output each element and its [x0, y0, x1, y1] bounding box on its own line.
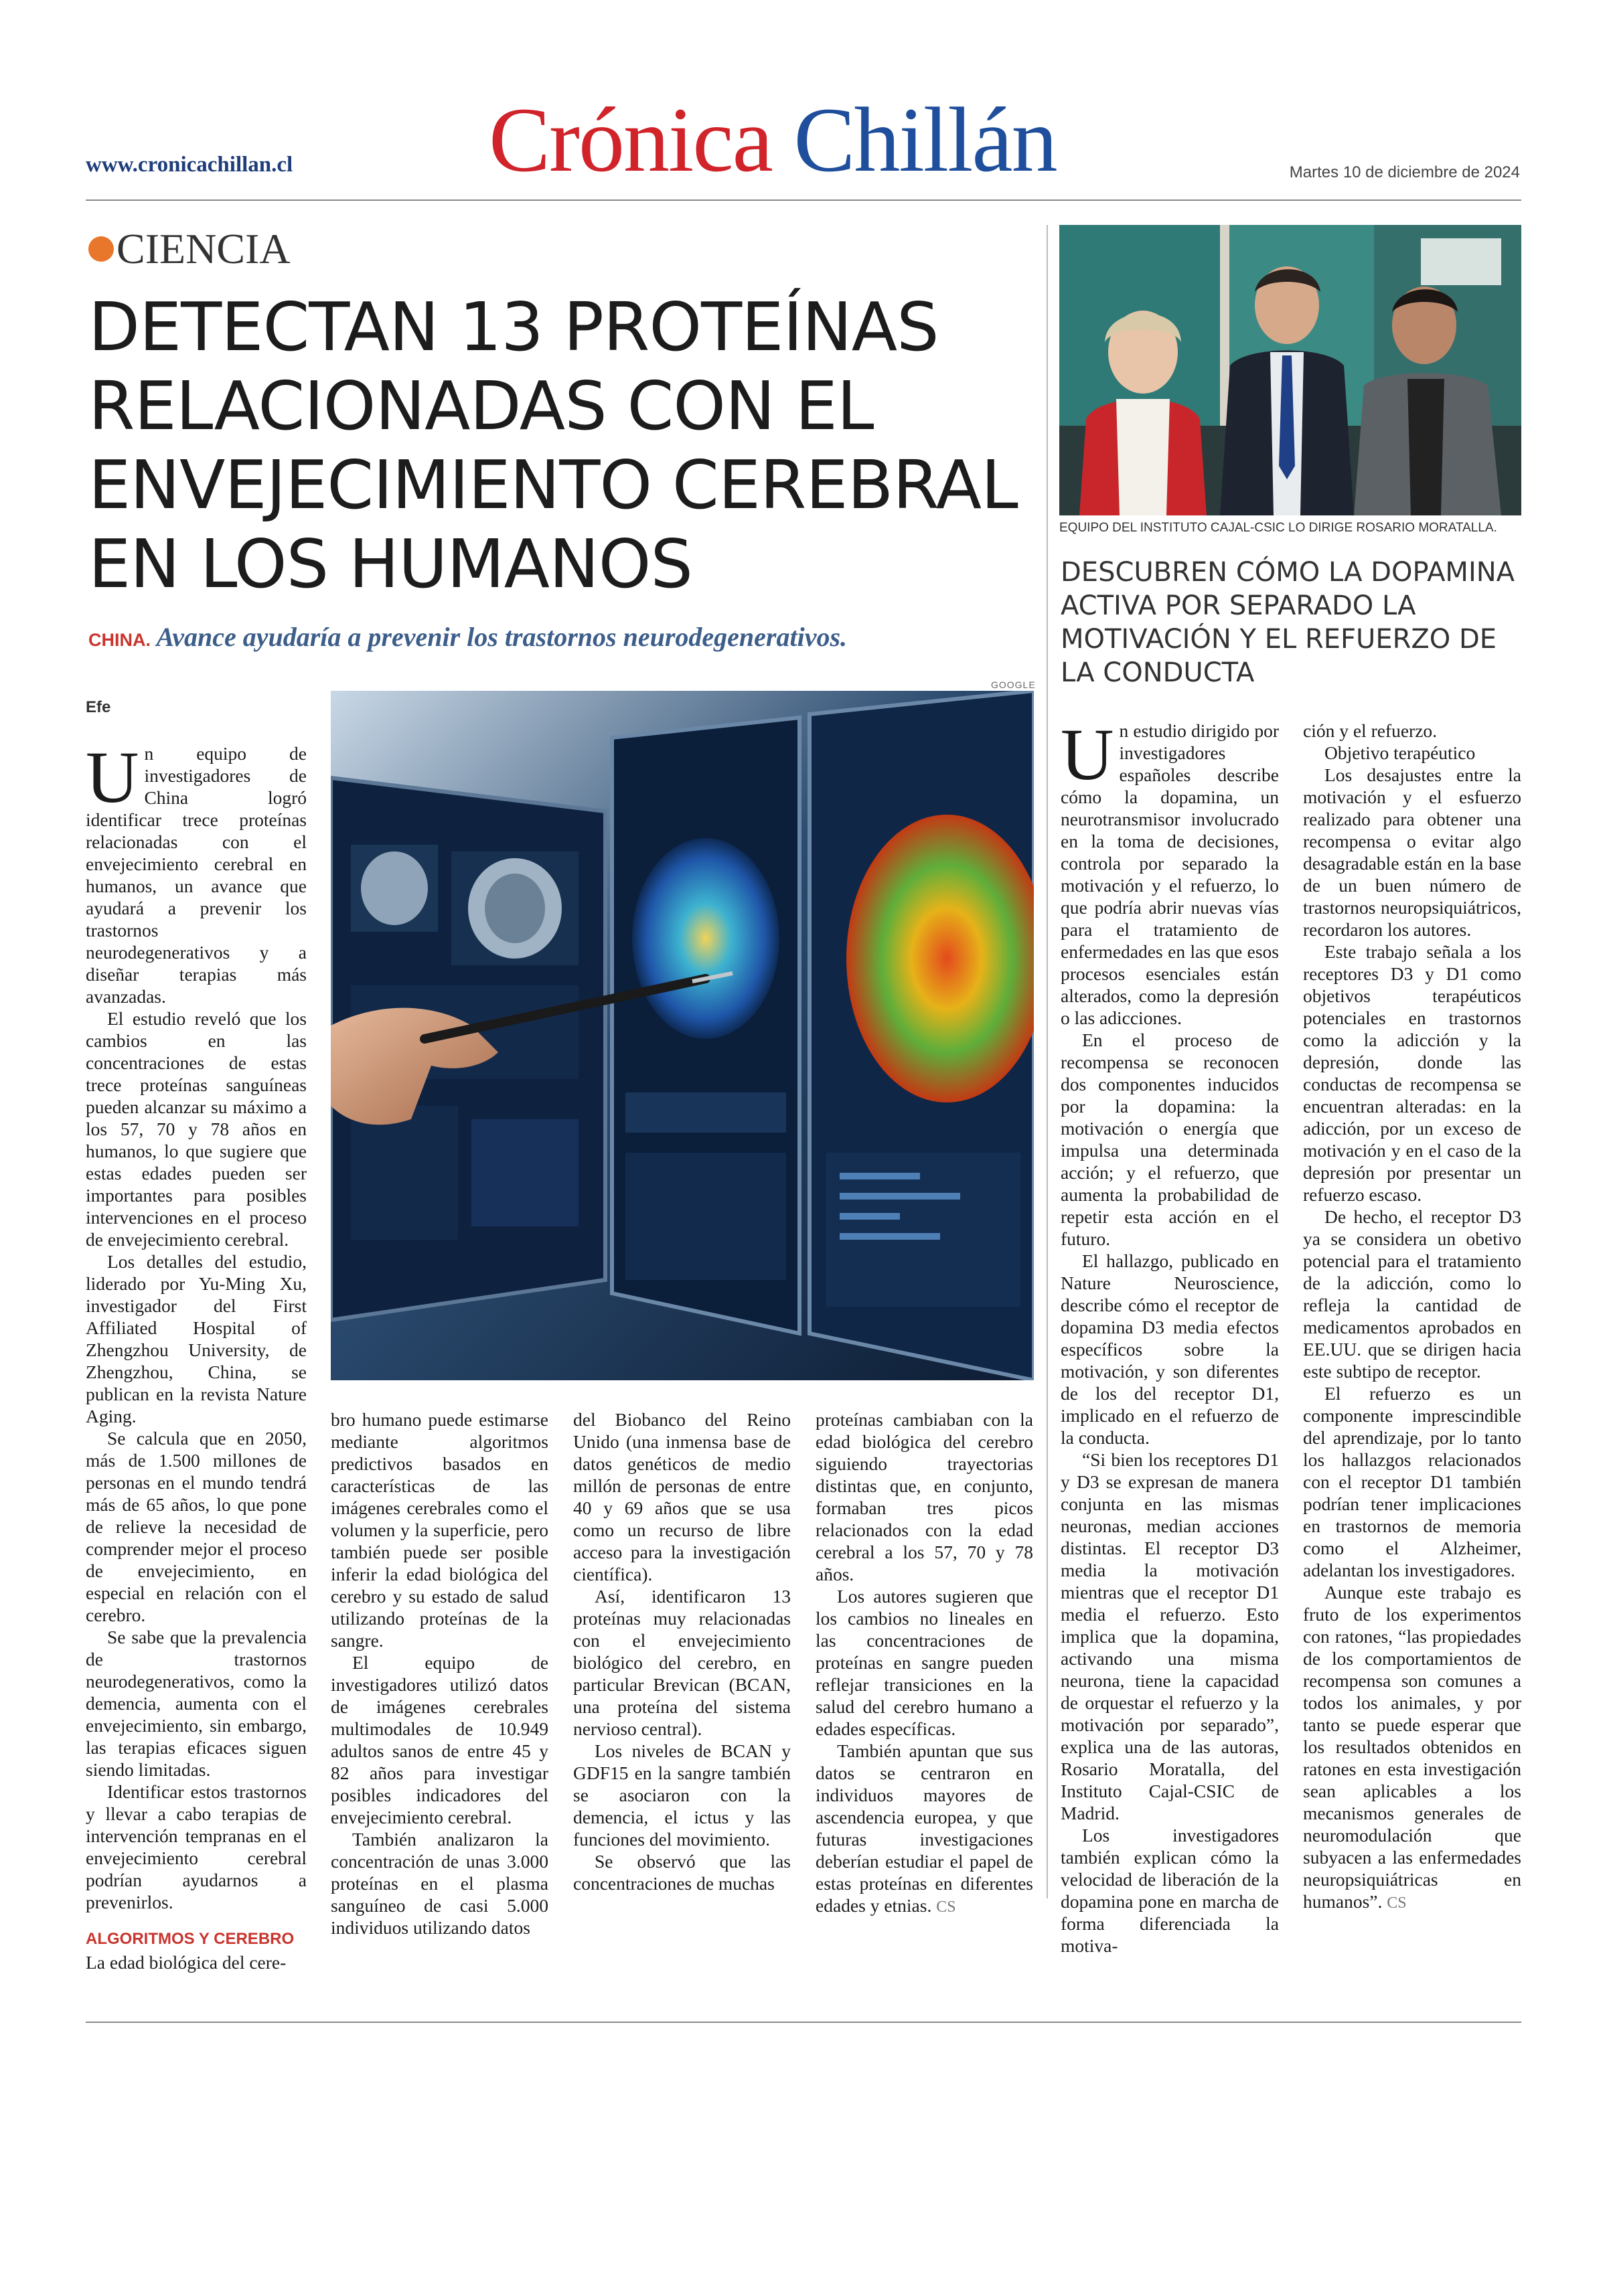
column-divider	[1047, 225, 1048, 1898]
paragraph: Identificar estos trastornos y llevar a cabo terapias de intervención tempranas en el envejecimiento cerebral podrían ayudarnos a prevenirlos.	[86, 1781, 307, 1912]
paragraph: Este trabajo señala a los receptores D3 y D1 como objetivos terapéuticos potenciales en trastornos como la adicción y la depresión, donde las conductas de recompensa se encuentran alteradas: en la adicción, por un exceso de motivación y en el caso de la depresión por presentar un refuerzo escaso.	[1303, 941, 1521, 1205]
photo-caption: EQUIPO DEL INSTITUTO CAJAL-CSIC LO DIRIGE ROSARIO MORATALLA.	[1059, 521, 1497, 535]
header-divider	[86, 199, 1521, 201]
paragraph: ción y el refuerzo.	[1303, 720, 1438, 741]
side-col-1	[1061, 714, 1279, 1957]
side-col-2	[1303, 720, 1521, 1914]
paragraph: El hallazgo, publicado en Nature Neuroscience, describe cómo el receptor de dopamina D3 media efectos específicos sobre la motivación, y son diferentes de los del receptor D1, implicado en el refuerzo de la conducta.	[1061, 1250, 1279, 1448]
subheadline-text: Avance ayudaría a prevenir los trastornos neurodegenerativos.	[156, 622, 848, 652]
kicker: CHINA.	[88, 630, 151, 650]
paragraph: En el proceso de recompensa se reconocen dos componentes inducidos por la dopamina: la motivación o energía que impulsa una determinada acción; y el refuerzo, que aumenta la probabilidad de repetir esta acción en el futuro.	[1061, 1030, 1279, 1249]
paragraph: Los autores sugieren que los cambios no lineales en las concentraciones de proteínas en sangre pueden reflejar transiciones en la salud del cerebro humano a edades específicas.	[816, 1586, 1033, 1739]
paragraph: “Si bien los receptores D1 y D3 se expresan de manera conjunta en las mismas neuronas, median acciones distintas. El receptor D3 media la motivación mientras que el receptor D1 media el refuerzo. Esto implica que la dopamina, activando una misma neurona, tiene la capacidad de orquestar el refuerzo y la motivación por separado”, explica una de las autoras, Rosario Moratalla, del Instituto Cajal-CSIC de Madrid.	[1061, 1449, 1279, 1823]
paragraph: bro humano puede estimarse mediante algoritmos predictivos basados en características de las imágenes cerebrales como el volumen y la superficie, pero también puede ser posible inferir la edad biológica del cerebro y su estado de salud utilizando proteínas de la sangre.	[331, 1409, 548, 1651]
main-col-4	[816, 1408, 1033, 1918]
footer-divider	[86, 2022, 1521, 2023]
section-label-text: CIENCIA	[117, 225, 291, 272]
main-subheadline	[88, 621, 847, 653]
site-url[interactable]: www.cronicachillan.cl	[86, 153, 293, 177]
paragraph: Un equipo de investigadores de China logró identificar trece proteínas relacionadas con el envejecimiento cerebral en humanos, un avance que ayudará a prevenir los trastornos neurodegenerativos y a diseñar terapias más avanzadas.	[86, 736, 307, 1007]
section-heading: ALGORITMOS Y CEREBRO	[86, 1930, 295, 1948]
signoff-mark: CS	[936, 1898, 956, 1916]
paragraph: Aunque este trabajo es fruto de los experimentos con ratones, “las propiedades de los comportamientos de recompensa son comunes a todos los animales, y por tanto se puede esperar que los resultados obtenidos en ratones en esta investigación sean aplicables a los mecanismos generales de neuromodulación que subyacen a las enfermedades neuropsiquiátricas en humanos”. CS	[1303, 1582, 1521, 1912]
paragraph: Los investigadores también explican cómo la velocidad de liberación de la dopamina pone en marcha de forma diferenciada la motiva-	[1061, 1825, 1279, 1956]
paragraph: proteínas cambiaban con la edad biológica del cerebro siguiendo trayectorias distintas que, en conjunto, formaban tres picos relacionados con la edad cerebral a los 57, 70 y 78 años.	[816, 1409, 1033, 1584]
paragraph: El refuerzo es un componente imprescindible del aprendizaje, por lo tanto los hallazgos relacionados con el receptor D1 también podrían tener implicaciones en trastornos de memoria como el Alzheimer, adelantan los investigadores.	[1303, 1383, 1521, 1580]
paragraph: del Biobanco del Reino Unido (una inmensa base de datos genéticos de medio millón de personas de entre 40 y 69 años que se usa como un recurso de libre acceso para la investigación científica).	[573, 1409, 791, 1584]
paragraph: La edad biológica del cere-	[86, 1952, 287, 1973]
signoff-mark: CS	[1387, 1894, 1407, 1912]
paragraph: Los niveles de BCAN y GDF15 en la sangre también se asociaron con la demencia, el ictus y las funciones del movimiento.	[573, 1740, 791, 1850]
masthead-word-cronica: Crónica	[489, 88, 772, 191]
side-headline: DESCUBREN CÓMO LA DOPAMINA ACTIVA POR SEPARADO LA MOTIVACIÓN Y EL REFUERZO DE LA CONDUCTA	[1061, 557, 1515, 688]
paragraph: También apuntan que sus datos se centraron en individuos mayores de ascendencia europea, y que futuras investigaciones deberían estudiar el papel de estas proteínas en diferentes edades y etnias. CS	[816, 1740, 1033, 1916]
subsection-heading: Objetivo terapéutico	[1324, 742, 1476, 763]
main-headline: DETECTAN 13 PROTEÍNAS RELACIONADAS CON EL ENVEJECIMIENTO CEREBRAL EN LOS HUMANOS	[88, 288, 1018, 603]
dropcap: U	[86, 736, 139, 818]
masthead-word-chillan: Chillán	[793, 88, 1057, 191]
photo-credit: GOOGLE	[991, 679, 1036, 690]
main-photo	[331, 691, 1034, 1380]
paragraph: Un estudio dirigido por investigadores españoles describe cómo la dopamina, un neurotransmisor involucrado en la toma de decisiones, controla por separado la motivación y el refuerzo, lo que podría abrir nuevas vías para el tratamiento de enfermedades en las que esos procesos esenciales están alterados, como la depresión o las adicciones.	[1061, 714, 1279, 1028]
main-col-3	[573, 1408, 791, 1894]
paragraph: De hecho, el receptor D3 ya se considera un obetivo potencial para el tratamiento de la adicción, como lo refleja la cantidad de medicamentos aprobados en EE.UU. que se dirigen hacia este subtipo de receptor.	[1303, 1206, 1521, 1382]
byline: Efe	[86, 698, 111, 716]
main-col-1	[86, 696, 307, 1973]
paragraph: También analizaron la concentración de unas 3.000 proteínas en el plasma sanguíneo de casi 5.000 individuos utilizando datos	[331, 1829, 548, 1938]
team-photo	[1059, 225, 1521, 515]
section-dot-icon	[88, 236, 114, 262]
dropcap: U	[1061, 714, 1114, 795]
paragraph: Los desajustes entre la motivación y el esfuerzo realizado para obtener una recompensa o evitar algo desagradable están en la base de un buen número de trastornos neuropsiquiátricos, recordaron los autores.	[1303, 764, 1521, 940]
masthead-logo	[489, 88, 1057, 191]
section-label	[88, 224, 291, 274]
paragraph: Así, identificaron 13 proteínas muy relacionadas con el envejecimiento biológico del cerebro, en particular Brevican (BCAN, una proteína del sistema nervioso central).	[573, 1586, 791, 1739]
paragraph: Se sabe que la prevalencia de trastornos neurodegenerativos, como la demencia, aumenta con el envejecimiento, sin embargo, las terapias eficaces siguen siendo limitadas.	[86, 1627, 307, 1780]
issue-date: Martes 10 de diciembre de 2024	[1289, 163, 1520, 181]
main-col-2	[331, 1408, 548, 1939]
paragraph: El estudio reveló que los cambios en las concentraciones de estas trece proteínas sanguíneas pueden alcanzar su máximo a los 57, 70 y 78 años en humanos, lo que sugiere que estas edades pueden ser importantes para posibles intervenciones en el proceso de envejecimiento cerebral.	[86, 1008, 307, 1250]
paragraph: Los detalles del estudio, liderado por Yu-Ming Xu, investigador del First Affiliated Hospital of Zhengzhou University, de Zhengzhou, China, se publican en la revista Nature Aging.	[86, 1251, 307, 1426]
paragraph: El equipo de investigadores utilizó datos de imágenes cerebrales multimodales de 10.949 adultos sanos de entre 45 y 82 años para investigar posibles indicadores del envejecimiento cerebral.	[331, 1652, 548, 1827]
paragraph: Se observó que las concentraciones de muchas	[573, 1851, 791, 1894]
paragraph: Se calcula que en 2050, más de 1.500 millones de personas en el mundo tendrá más de 65 años, lo que pone de relieve la necesidad de comprender mejor el proceso de envejecimiento, en especial en relación con el cerebro.	[86, 1428, 307, 1625]
